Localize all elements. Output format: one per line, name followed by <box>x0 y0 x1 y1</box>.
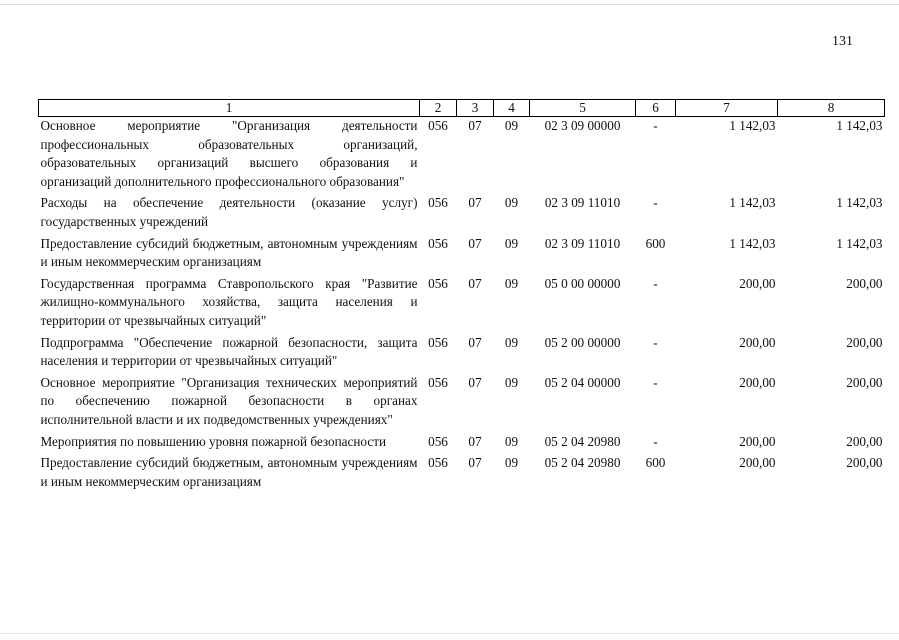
table-row <box>39 433 885 455</box>
header-col-7: 7 <box>676 100 778 117</box>
cell-expense-type: 600 <box>645 455 666 471</box>
row-name: Предоставление субсидий бюджетным, автономным учреждениям и иным некоммерческим организациям <box>40 235 418 270</box>
cell-amount-8: 1 142,03 <box>836 118 883 133</box>
cell-subsection: 09 <box>504 275 519 291</box>
cell-section: 07 <box>468 433 482 449</box>
table-row <box>39 275 885 334</box>
cell-amount-7: 200,00 <box>739 374 776 390</box>
cell-amount-8: 200,00 <box>846 433 883 449</box>
cell-admin-code: 056 <box>428 118 448 133</box>
cell-amount-7: 1 142,03 <box>729 235 776 251</box>
cell-section: 07 <box>468 275 482 291</box>
page-number: 131 <box>832 34 853 49</box>
row-name: Основное мероприятие "Организация технических мероприятий по обеспечению пожарной безопасности в органах исполнительной власти и их подведомственных учреждениях" <box>40 374 418 427</box>
cell-section: 07 <box>468 195 482 211</box>
cell-admin-code: 056 <box>428 235 448 251</box>
header-row <box>39 100 885 117</box>
cell-target-article: 05 2 04 00000 <box>544 374 621 390</box>
row-name: Предоставление субсидий бюджетным, автономным учреждениям и иным некоммерческим организациям <box>40 455 418 489</box>
cell-target-article: 05 0 00 00000 <box>544 275 621 291</box>
cell-admin-code: 056 <box>428 275 448 291</box>
cell-section: 07 <box>468 455 482 471</box>
cell-subsection: 09 <box>504 433 519 449</box>
cell-amount-8: 200,00 <box>846 455 883 471</box>
cell-subsection: 09 <box>504 455 519 471</box>
cell-admin-code: 056 <box>428 334 448 350</box>
cell-admin-code: 056 <box>428 195 448 211</box>
cell-expense-type: - <box>653 195 658 211</box>
table-row <box>39 454 885 494</box>
cell-amount-7: 200,00 <box>739 455 776 471</box>
header-col-2: 2 <box>420 100 457 117</box>
cell-amount-7: 200,00 <box>739 334 776 350</box>
cell-section: 07 <box>468 334 482 350</box>
table-row <box>39 194 885 234</box>
scan-edge-line <box>0 4 899 5</box>
row-name: Расходы на обеспечение деятельности (оказание услуг) государственных учреждений <box>40 195 418 229</box>
cell-admin-code: 056 <box>428 374 448 390</box>
cell-amount-8: 200,00 <box>846 374 883 390</box>
scan-edge-line <box>0 633 899 634</box>
cell-section: 07 <box>468 374 482 390</box>
header-col-4: 4 <box>494 100 530 117</box>
cell-expense-type: - <box>653 275 658 291</box>
header-col-1: 1 <box>39 100 420 117</box>
cell-amount-8: 1 142,03 <box>836 195 883 211</box>
row-name: Мероприятия по повышению уровня пожарной безопасности <box>40 433 387 449</box>
cell-amount-7: 200,00 <box>739 275 776 291</box>
table-row <box>39 334 885 374</box>
table-row <box>39 374 885 433</box>
cell-amount-8: 1 142,03 <box>836 235 883 251</box>
cell-subsection: 09 <box>504 195 519 211</box>
header-col-5: 5 <box>530 100 636 117</box>
cell-subsection: 09 <box>504 374 519 390</box>
row-name: Государственная программа Ставропольского края "Развитие жилищно-коммунального хозяйства, защита населения и территории от чрезвычайных ситуаций" <box>40 275 418 328</box>
cell-expense-type: - <box>653 374 658 390</box>
row-name: Подпрограмма "Обеспечение пожарной безопасности, защита населения и территории от чрезвычайных ситуаций" <box>40 334 418 369</box>
row-name: Основное мероприятие "Организация деятельности профессиональных образовательных организаций, образовательных организаций высшего образования и организаций дополнительного профессионального образования" <box>40 118 418 189</box>
cell-amount-8: 200,00 <box>846 275 883 291</box>
cell-expense-type: - <box>653 334 658 350</box>
cell-target-article: 05 2 04 20980 <box>544 455 621 471</box>
header-col-6: 6 <box>636 100 676 117</box>
cell-target-article: 02 3 09 00000 <box>544 118 621 133</box>
cell-target-article: 05 2 00 00000 <box>544 334 621 350</box>
cell-admin-code: 056 <box>428 455 448 471</box>
cell-target-article: 02 3 09 11010 <box>544 195 621 211</box>
cell-target-article: 05 2 04 20980 <box>544 433 621 449</box>
cell-amount-7: 1 142,03 <box>729 195 776 211</box>
header-col-3: 3 <box>457 100 494 117</box>
cell-section: 07 <box>468 118 482 133</box>
cell-amount-7: 200,00 <box>739 433 776 449</box>
cell-subsection: 09 <box>504 334 519 350</box>
cell-subsection: 09 <box>504 118 519 133</box>
cell-expense-type: 600 <box>645 235 666 251</box>
cell-expense-type: - <box>653 118 658 133</box>
cell-admin-code: 056 <box>428 433 448 449</box>
cell-target-article: 02 3 09 11010 <box>544 235 621 251</box>
header-col-8: 8 <box>778 100 885 117</box>
cell-subsection: 09 <box>504 235 519 251</box>
cell-amount-7: 1 142,03 <box>729 118 776 133</box>
table-row <box>39 117 885 195</box>
cell-section: 07 <box>468 235 482 251</box>
cell-expense-type: - <box>653 433 658 449</box>
budget-table <box>38 99 885 494</box>
cell-amount-8: 200,00 <box>846 334 883 350</box>
table-row <box>39 235 885 275</box>
